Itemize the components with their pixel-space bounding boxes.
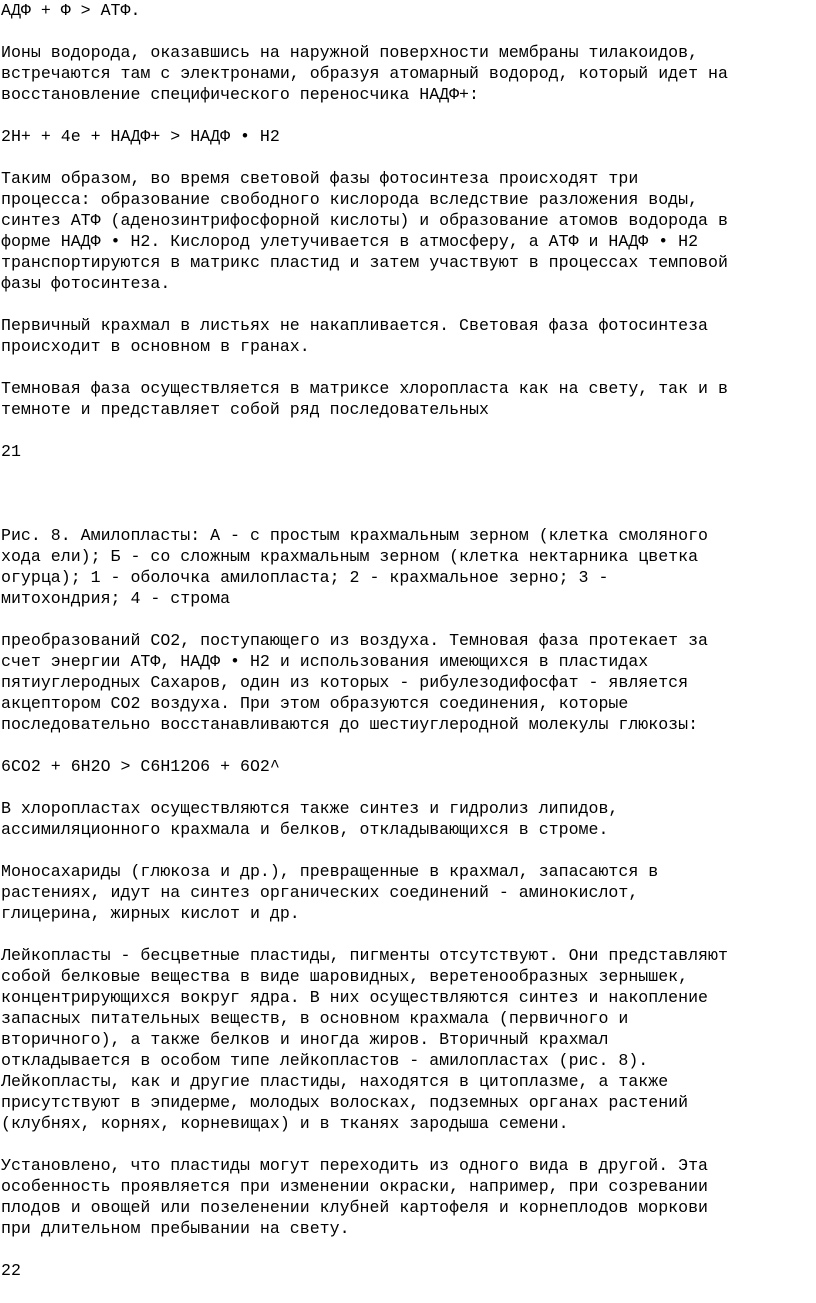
text-paragraph xyxy=(1,861,816,924)
text-line: фазы фотосинтеза. xyxy=(1,274,171,293)
text-line: Лейкопласты - бесцветные пластиды, пигменты отсутствуют. Они представляют xyxy=(1,946,728,965)
paragraph-gap xyxy=(1,462,816,483)
text-line: восстановление специфического переносчика НАДФ+: xyxy=(1,85,479,104)
text-line: Ионы водорода, оказавшись на наружной поверхности мембраны тилакоидов, xyxy=(1,43,699,62)
text-line: синтез АТФ (аденозинтрифосфорной кислоты) и образование атомов водорода в xyxy=(1,211,728,230)
text-paragraph xyxy=(1,798,816,840)
text-paragraph xyxy=(1,378,816,420)
text-line: присутствуют в эпидерме, молодых волосках, подземных органах растений xyxy=(1,1093,689,1112)
text-line: особенность проявляется при изменении окраски, например, при созревании xyxy=(1,1177,709,1196)
text-line: откладывается в особом типе лейкопластов - амилопластах (рис. 8). xyxy=(1,1051,649,1070)
text-paragraph xyxy=(1,1155,816,1239)
paragraph-gap xyxy=(1,504,816,525)
text-line: Моносахариды (глюкоза и др.), превращенные в крахмал, запасаются в xyxy=(1,862,659,881)
paragraph-gap xyxy=(1,420,816,441)
paragraph-gap xyxy=(1,840,816,861)
paragraph-gap xyxy=(1,777,816,798)
text-line: процесса: образование свободного кислорода вследствие разложения воды, xyxy=(1,190,699,209)
text-line: митохондрия; 4 - строма xyxy=(1,589,231,608)
text-paragraph xyxy=(1,945,816,1134)
text-paragraph xyxy=(1,126,816,147)
text-line: форме НАДФ • Н2. Кислород улетучивается в атмосферу, а АТФ и НАДФ • Н2 xyxy=(1,232,699,251)
text-line: плодов и овощей или позеленении клубней картофеля и корнеплодов моркови xyxy=(1,1198,709,1217)
text-line: 21 xyxy=(1,442,21,461)
text-line: вторичного), а также белков и иногда жиров. Вторичный крахмал xyxy=(1,1030,609,1049)
text-paragraph xyxy=(1,42,816,105)
text-line: преобразований СО2, поступающего из воздуха. Темновая фаза протекает за xyxy=(1,631,709,650)
text-line: пятиуглеродных Сахаров, один из которых - рибулезодифосфат - является xyxy=(1,673,689,692)
text-line: Установлено, что пластиды могут переходить из одного вида в другой. Эта xyxy=(1,1156,709,1175)
text-line: счет энергии АТФ, НАДФ • Н2 и использования имеющихся в пластидах xyxy=(1,652,649,671)
text-paragraph xyxy=(1,441,816,462)
text-line: ассимиляционного крахмала и белков, откладывающихся в строме. xyxy=(1,820,609,839)
text-line: при длительном пребывании на свету. xyxy=(1,1219,350,1238)
text-line: акцептором СО2 воздуха. При этом образуются соединения, которые xyxy=(1,694,629,713)
text-line: В хлоропластах осуществляются также синтез и гидролиз липидов, xyxy=(1,799,619,818)
text-line: концентрирующихся вокруг ядра. В них осуществляются синтез и накопление xyxy=(1,988,709,1007)
paragraph-gap xyxy=(1,105,816,126)
text-paragraph xyxy=(1,168,816,294)
text-paragraph xyxy=(1,315,816,357)
text-line: хода ели); Б - со сложным крахмальным зерном (клетка нектарника цветка xyxy=(1,547,699,566)
text-line: встречаются там с электронами, образуя атомарный водород, который идет на xyxy=(1,64,728,83)
text-line: Лейкопласты, как и другие пластиды, находятся в цитоплазме, а также xyxy=(1,1072,669,1091)
text-line: 2Н+ + 4е + НАДФ+ > НАДФ • Н2 xyxy=(1,127,280,146)
text-line: огурца); 1 - оболочка амилопласта; 2 - крахмальное зерно; 3 - xyxy=(1,568,609,587)
text-paragraph xyxy=(1,525,816,609)
text-line: АДФ + Ф > АТФ. xyxy=(1,1,141,20)
text-line: Таким образом, во время световой фазы фотосинтеза происходят три xyxy=(1,169,639,188)
text-line: транспортируются в матрикс пластид и затем участвуют в процессах темповой xyxy=(1,253,728,272)
text-line: Темновая фаза осуществляется в матриксе хлоропласта как на свету, так и в xyxy=(1,379,728,398)
paragraph-gap xyxy=(1,924,816,945)
text-paragraph xyxy=(1,630,816,735)
text-line: Первичный крахмал в листьях не накапливается. Световая фаза фотосинтеза xyxy=(1,316,709,335)
text-line: собой белковые вещества в виде шаровидных, веретенообразных зернышек, xyxy=(1,967,689,986)
text-line: происходит в основном в гранах. xyxy=(1,337,310,356)
text-line: растениях, идут на синтез органических соединений - аминокислот, xyxy=(1,883,639,902)
text-line: глицерина, жирных кислот и др. xyxy=(1,904,300,923)
paragraph-gap xyxy=(1,609,816,630)
paragraph-gap xyxy=(1,21,816,42)
paragraph-gap xyxy=(1,357,816,378)
text-paragraph xyxy=(1,1260,816,1281)
text-paragraph xyxy=(1,756,816,777)
text-paragraph xyxy=(1,0,816,21)
text-line: Рис. 8. Амилопласты: А - с простым крахмальным зерном (клетка смоляного xyxy=(1,526,709,545)
paragraph-gap xyxy=(1,294,816,315)
paragraph-gap xyxy=(1,1134,816,1155)
document-page xyxy=(1,0,816,1281)
text-line: 22 xyxy=(1,1261,21,1280)
paragraph-gap xyxy=(1,147,816,168)
paragraph-gap xyxy=(1,1239,816,1260)
text-line xyxy=(1,483,816,504)
paragraph-gap xyxy=(1,735,816,756)
text-paragraph xyxy=(1,483,816,504)
text-line: 6СО2 + 6Н2О > С6Н12О6 + 6О2^ xyxy=(1,757,280,776)
text-line: последовательно восстанавливаются до шестиуглеродной молекулы глюкозы: xyxy=(1,715,699,734)
text-line: запасных питательных веществ, в основном крахмала (первичного и xyxy=(1,1009,629,1028)
text-line: (клубнях, корнях, корневищах) и в тканях зародыша семени. xyxy=(1,1114,569,1133)
text-line: темноте и представляет собой ряд последовательных xyxy=(1,400,489,419)
